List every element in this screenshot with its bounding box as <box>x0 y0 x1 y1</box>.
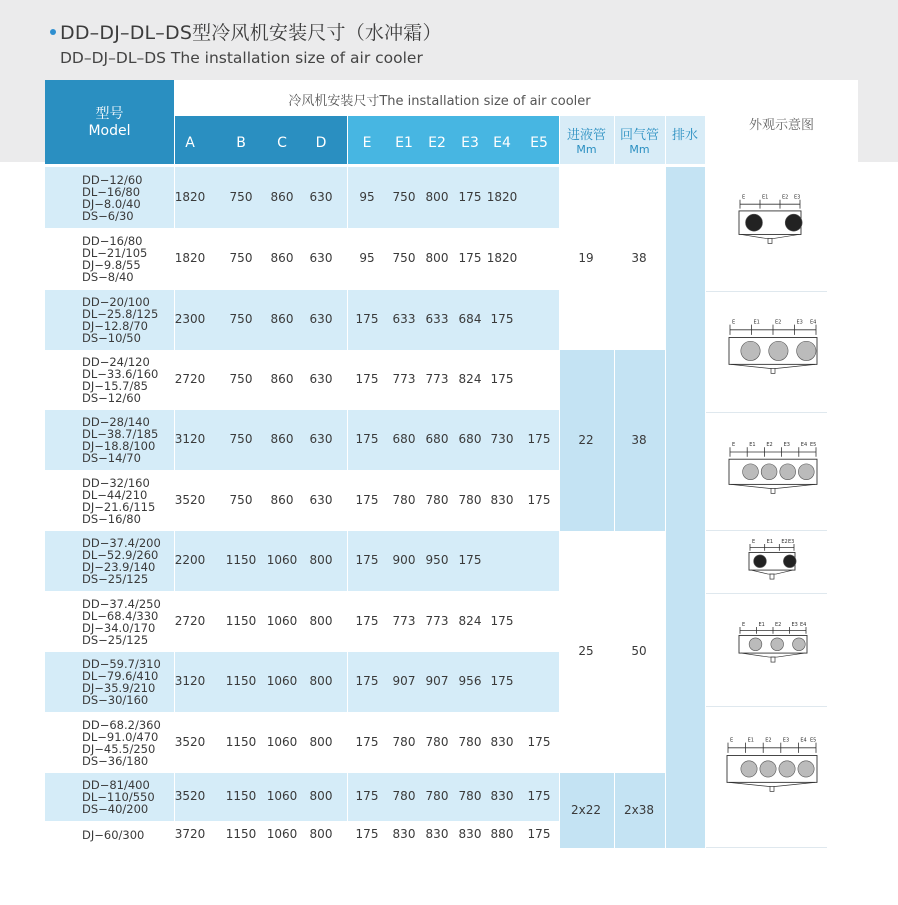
svg-text:E1: E1 <box>766 539 774 546</box>
value-cell: 1820 <box>174 189 206 204</box>
column-header-e3: E3 <box>461 135 479 151</box>
value-cell: 175 <box>527 826 551 841</box>
model-cell: DD−68.2/360 DL−91.0/470 DJ−45.5/250 DS−36/180 <box>82 717 161 768</box>
value-cell: 175 <box>490 372 514 386</box>
value-cell: 1060 <box>266 613 298 628</box>
value-cell: 800 <box>309 674 333 688</box>
drain-header-zh: 排水 <box>671 128 698 143</box>
value-cell: 780 <box>392 492 416 507</box>
svg-text:E4: E4 <box>800 737 807 744</box>
grid-vline <box>174 80 175 848</box>
svg-text:E: E <box>732 442 736 448</box>
value-cell: 630 <box>309 492 333 507</box>
svg-text:E3: E3 <box>788 539 795 546</box>
svg-text:E4: E4 <box>800 622 807 629</box>
svg-text:E1: E1 <box>753 319 760 326</box>
inlet-pipe-value: 19 <box>578 250 594 265</box>
value-cell: 175 <box>458 189 482 204</box>
value-cell: 630 <box>309 432 333 446</box>
value-cell: 860 <box>270 312 294 326</box>
value-cell: 633 <box>425 312 449 326</box>
svg-text:E3: E3 <box>794 194 801 201</box>
svg-text:E: E <box>742 622 746 629</box>
svg-text:E4: E4 <box>810 319 817 326</box>
return-pipe-value: 38 <box>631 432 647 447</box>
model-cell: DD−20/100 DL−25.8/125 DJ−12.8/70 DS−10/50 <box>82 295 159 345</box>
value-cell: 907 <box>425 674 449 688</box>
value-cell: 1820 <box>486 251 518 265</box>
value-cell: 780 <box>458 492 482 507</box>
model-cell: DD−59.7/310 DL−79.6/410 DJ−35.9/210 DS−30/160 <box>82 657 161 707</box>
inlet-header-unit: Mm <box>576 143 597 156</box>
cooler-3-fan-small-sketch-icon <box>738 622 808 664</box>
value-cell: 773 <box>425 372 449 386</box>
value-cell: 175 <box>527 492 551 507</box>
column-header-e5: E5 <box>530 135 548 151</box>
group-header-title: 冷风机安装尺寸The installation size of air cooler <box>288 94 591 109</box>
model-cell: DD−12/60 DL−16/80 DJ−8.0/40 DS−6/30 <box>82 172 143 223</box>
value-cell: 860 <box>270 372 294 386</box>
svg-text:E1: E1 <box>762 194 769 201</box>
svg-text:E: E <box>752 539 756 546</box>
grid-vline <box>665 116 666 848</box>
value-cell: 2200 <box>174 553 206 567</box>
value-cell: 175 <box>355 826 379 841</box>
grid-vline <box>559 116 560 848</box>
svg-text:E3: E3 <box>782 737 790 744</box>
column-header-a: A <box>185 135 195 151</box>
value-cell: 830 <box>490 492 514 507</box>
value-cell: 780 <box>425 734 449 749</box>
value-cell: 680 <box>458 432 482 446</box>
return-header-zh: 回气管 <box>619 128 659 143</box>
return-header-unit: Mm <box>629 143 650 156</box>
value-cell: 750 <box>392 251 416 265</box>
value-cell: 780 <box>425 492 449 507</box>
value-cell: 1150 <box>225 613 257 628</box>
value-cell: 1150 <box>225 789 257 803</box>
value-cell: 1150 <box>225 826 257 841</box>
value-cell: 730 <box>490 432 514 446</box>
model-cell: DD−81/400 DL−110/550 DS−40/200 <box>82 778 155 816</box>
value-cell: 2300 <box>174 312 206 326</box>
value-cell: 900 <box>392 553 416 567</box>
model-cell: DD−24/120 DL−33.6/160 DJ−15.7/85 DS−12/60 <box>82 355 159 405</box>
value-cell: 1060 <box>266 674 298 688</box>
value-cell: 800 <box>425 251 449 265</box>
value-cell: 3520 <box>174 734 206 749</box>
value-cell: 830 <box>490 789 514 803</box>
inlet-pipe-value: 2x22 <box>570 802 602 817</box>
value-cell: 1060 <box>266 789 298 803</box>
svg-text:E2: E2 <box>766 442 773 448</box>
value-cell: 750 <box>229 312 253 326</box>
svg-text:E: E <box>732 319 736 326</box>
value-cell: 175 <box>355 492 379 507</box>
value-cell: 773 <box>392 372 416 386</box>
svg-text:E3: E3 <box>791 622 798 629</box>
model-cell: DD−37.4/200 DL−52.9/260 DJ−23.9/140 DS−25/125 <box>82 536 161 586</box>
value-cell: 175 <box>527 734 551 749</box>
value-cell: 175 <box>355 553 379 567</box>
value-cell: 630 <box>309 251 333 265</box>
svg-text:E4: E4 <box>800 442 808 448</box>
value-cell: 800 <box>425 189 449 204</box>
value-cell: 780 <box>458 734 482 749</box>
cooler-4-fan-large-sketch-icon <box>726 735 818 799</box>
grid-vline <box>705 116 706 848</box>
value-cell: 956 <box>458 674 482 688</box>
column-header-b: B <box>236 135 246 151</box>
value-cell: 830 <box>392 826 416 841</box>
value-cell: 175 <box>355 734 379 749</box>
value-cell: 950 <box>425 553 449 567</box>
value-cell: 830 <box>458 826 482 841</box>
value-cell: 750 <box>229 492 253 507</box>
value-cell: 3720 <box>174 826 206 841</box>
value-cell: 750 <box>229 372 253 386</box>
value-cell: 1820 <box>174 251 206 265</box>
svg-text:E5: E5 <box>810 442 817 448</box>
svg-text:E: E <box>730 737 734 744</box>
value-cell: 750 <box>229 189 253 204</box>
value-cell: 824 <box>458 372 482 386</box>
drain-column <box>665 167 705 848</box>
svg-text:E2: E2 <box>782 194 789 201</box>
value-cell: 1150 <box>225 734 257 749</box>
value-cell: 175 <box>527 432 551 446</box>
value-cell: 175 <box>355 372 379 386</box>
inlet-header-zh: 进液管 <box>566 128 606 143</box>
model-header-en: Model <box>88 123 131 139</box>
pipe-group-cell <box>559 531 665 773</box>
value-cell: 860 <box>270 189 294 204</box>
column-header-e1: E1 <box>395 135 413 151</box>
value-cell: 2720 <box>174 372 206 386</box>
value-cell: 750 <box>392 189 416 204</box>
value-cell: 1820 <box>486 189 518 204</box>
value-cell: 175 <box>490 613 514 628</box>
value-cell: 175 <box>490 674 514 688</box>
model-header-zh: 型号 <box>95 106 124 122</box>
pipe-group-cell <box>559 167 665 350</box>
model-cell: DD−37.4/250 DL−68.4/330 DJ−34.0/170 DS−25/125 <box>82 596 161 647</box>
value-cell: 630 <box>309 189 333 204</box>
svg-text:E2: E2 <box>781 539 788 546</box>
value-cell: 880 <box>490 826 514 841</box>
value-cell: 830 <box>425 826 449 841</box>
value-cell: 750 <box>229 251 253 265</box>
value-cell: 3120 <box>174 432 206 446</box>
return-pipe-value: 2x38 <box>623 802 655 817</box>
title-en: DD–DJ–DL–DS The installation size of air cooler <box>60 49 423 67</box>
inlet-pipe-value: 22 <box>578 432 594 447</box>
value-cell: 780 <box>392 734 416 749</box>
model-cell: DD−16/80 DL−21/105 DJ−9.8/55 DS−8/40 <box>82 234 148 284</box>
value-cell: 175 <box>458 553 482 567</box>
return-pipe-value: 50 <box>631 644 647 658</box>
e-header-cell <box>347 116 559 164</box>
value-cell: 860 <box>270 432 294 446</box>
cooler-4-fan-sketch-icon <box>728 440 818 500</box>
value-cell: 175 <box>355 674 379 688</box>
value-cell: 800 <box>309 613 333 628</box>
value-cell: 773 <box>392 613 416 628</box>
return-pipe-value: 38 <box>631 250 647 265</box>
column-header-c: C <box>277 135 287 151</box>
column-header-e: E <box>362 135 372 151</box>
value-cell: 773 <box>425 613 449 628</box>
column-header-e2: E2 <box>428 135 446 151</box>
value-cell: 3520 <box>174 789 206 803</box>
svg-text:E2: E2 <box>765 737 772 744</box>
value-cell: 3120 <box>174 674 206 688</box>
value-cell: 780 <box>425 789 449 803</box>
value-cell: 1060 <box>266 553 298 567</box>
column-header-d: D <box>315 135 327 151</box>
value-cell: 680 <box>392 432 416 446</box>
value-cell: 750 <box>229 432 253 446</box>
value-cell: 1060 <box>266 826 298 841</box>
title-bullet-icon <box>50 29 56 35</box>
value-cell: 3520 <box>174 492 206 507</box>
value-cell: 1060 <box>266 734 298 749</box>
model-cell: DD−28/140 DL−38.7/185 DJ−18.8/100 DS−14/70 <box>82 415 159 465</box>
pipe-group-cell <box>559 350 665 531</box>
page-title <box>60 18 442 67</box>
cooler-2-fan-sketch-icon <box>738 193 802 249</box>
value-cell: 1150 <box>225 553 257 567</box>
cooler-2-fan-small-sketch-icon <box>748 539 796 581</box>
value-cell: 95 <box>359 251 375 265</box>
title-zh: DD–DJ–DL–DS型冷风机安装尺寸（水冲霜） <box>60 22 442 44</box>
value-cell: 2720 <box>174 613 206 628</box>
grid-vline <box>614 116 615 848</box>
value-cell: 175 <box>355 312 379 326</box>
value-cell: 800 <box>309 734 333 749</box>
svg-text:E2: E2 <box>775 319 782 326</box>
value-cell: 684 <box>458 312 482 326</box>
value-cell: 1150 <box>225 674 257 688</box>
svg-text:E2: E2 <box>775 622 782 629</box>
value-cell: 780 <box>458 789 482 803</box>
cooler-3-fan-sketch-icon <box>728 317 818 381</box>
value-cell: 800 <box>309 789 333 803</box>
value-cell: 175 <box>490 312 514 326</box>
value-cell: 907 <box>392 674 416 688</box>
svg-text:E1: E1 <box>758 622 765 629</box>
value-cell: 175 <box>527 789 551 803</box>
value-cell: 800 <box>309 553 333 567</box>
value-cell: 824 <box>458 613 482 628</box>
value-cell: 175 <box>355 789 379 803</box>
value-cell: 830 <box>490 734 514 749</box>
value-cell: 780 <box>392 789 416 803</box>
value-cell: 175 <box>355 432 379 446</box>
svg-text:E3: E3 <box>796 319 803 326</box>
value-cell: 633 <box>392 312 416 326</box>
value-cell: 680 <box>425 432 449 446</box>
value-cell: 175 <box>355 613 379 628</box>
svg-text:E: E <box>742 194 746 201</box>
value-cell: 175 <box>458 251 482 265</box>
model-cell: DD−32/160 DL−44/210 DJ−21.6/115 DS−16/80 <box>82 475 156 526</box>
column-header-e4: E4 <box>493 135 511 151</box>
sketch-header-zh: 外观示意图 <box>748 118 814 133</box>
value-cell: 630 <box>309 372 333 386</box>
value-cell: 860 <box>270 492 294 507</box>
svg-text:E5: E5 <box>810 737 817 744</box>
svg-text:E3: E3 <box>783 442 790 448</box>
svg-text:E1: E1 <box>749 442 756 448</box>
value-cell: 95 <box>359 189 375 204</box>
value-cell: 800 <box>309 826 333 841</box>
value-cell: 630 <box>309 312 333 326</box>
value-cell: 860 <box>270 251 294 265</box>
inlet-pipe-value: 25 <box>578 644 594 658</box>
svg-text:E1: E1 <box>747 737 754 744</box>
model-cell: DJ−60/300 <box>82 827 145 842</box>
grid-vline <box>347 116 348 848</box>
